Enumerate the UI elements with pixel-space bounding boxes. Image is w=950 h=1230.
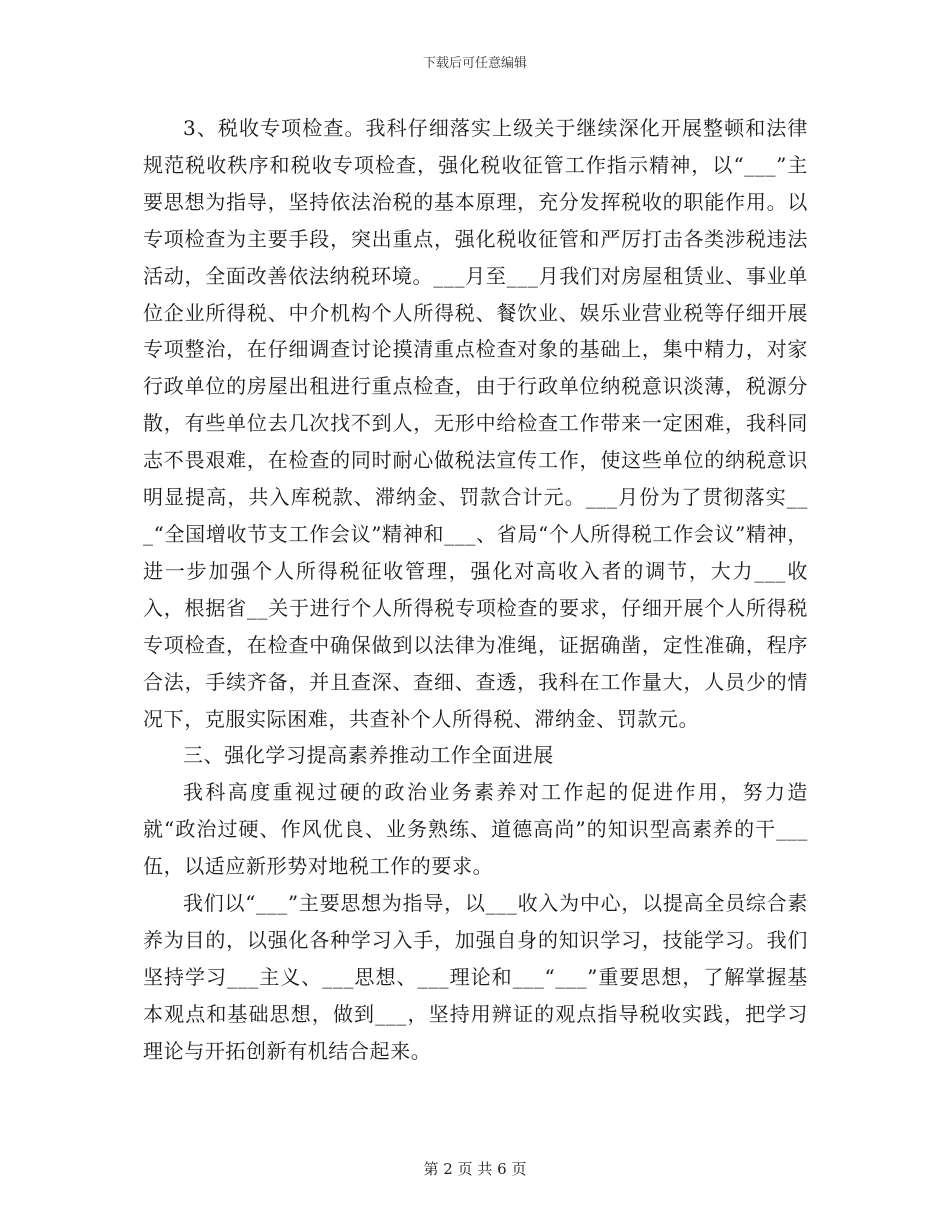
- paragraph-tax-inspection: 3、税收专项检查。我科仔细落实上级关于继续深化开展整顿和法律规范税收秩序和税收专项检查，强化税收征管工作指示精神，以“___”主要思想为指导，坚持依法治税的基本原理，充分发挥税收的职能作用。以专项检查为主要手段，突出重点，强化税收征管和严厉打击各类涉税违法活动，全面改善依法纳税环境。___月至___月我们对房屋租赁业、事业单位企业所得税、中介机构个人所得税、餐饮业、娱乐业营业税等仔细开展专项整治，在仔细调查讨论摸清重点检查对象的基础上，集中精力，对家行政单位的房屋出租进行重点检查，由于行政单位纳税意识淡薄，税源分散，有些单位去几次找不到人，无形中给检查工作带来一定困难，我科同志不畏艰难，在检查的同时耐心做税法宣传工作，使这些单位的纳税意识明显提高，共入库税款、滞纳金、罚款合计元。___月份为了贯彻落实___“全国增收节支工作会议”精神和___、省局“个人所得税工作会议”精神，进一步加强个人所得税征收管理，强化对高收入者的调节，大力___收入，根据省__关于进行个人所得税专项检查的要求，仔细开展个人所得税专项检查，在检查中确保做到以法律为准绳，证据确凿，定性准确，程序合法，手续齐备，并且查深、查细、查透，我科在工作量大，人员少的情况下，克服实际困难，共查补个人所得税、滞纳金、罚款元。: [143, 116, 808, 731]
- page-footer-number: 第 2 页 共 6 页: [423, 1160, 527, 1178]
- document-body: [143, 110, 808, 1070]
- paragraph-quality: 我科高度重视过硬的政治业务素养对工作起的促进作用，努力造就“政治过硬、作风优良、业务熟练、道德高尚”的知识型高素养的干___伍，以适应新形势对地税工作的要求。: [143, 780, 808, 879]
- section-heading-study: 三、强化学习提高素养推动工作全面进展: [183, 743, 554, 768]
- paragraph-study-theory: 我们以“___”主要思想为指导，以___收入为中心，以提高全员综合素养为目的，以强化各种学习入手，加强自身的知识学习，技能学习。我们坚持学习___主义、___思想、___理论和___“___”重要思想，了解掌握基本观点和基础思想，做到___，坚持用辨证的观点指导税收实践，把学习理论与开拓创新有机结合起来。: [143, 891, 808, 1063]
- page-header-note: 下载后可任意编辑: [422, 56, 527, 71]
